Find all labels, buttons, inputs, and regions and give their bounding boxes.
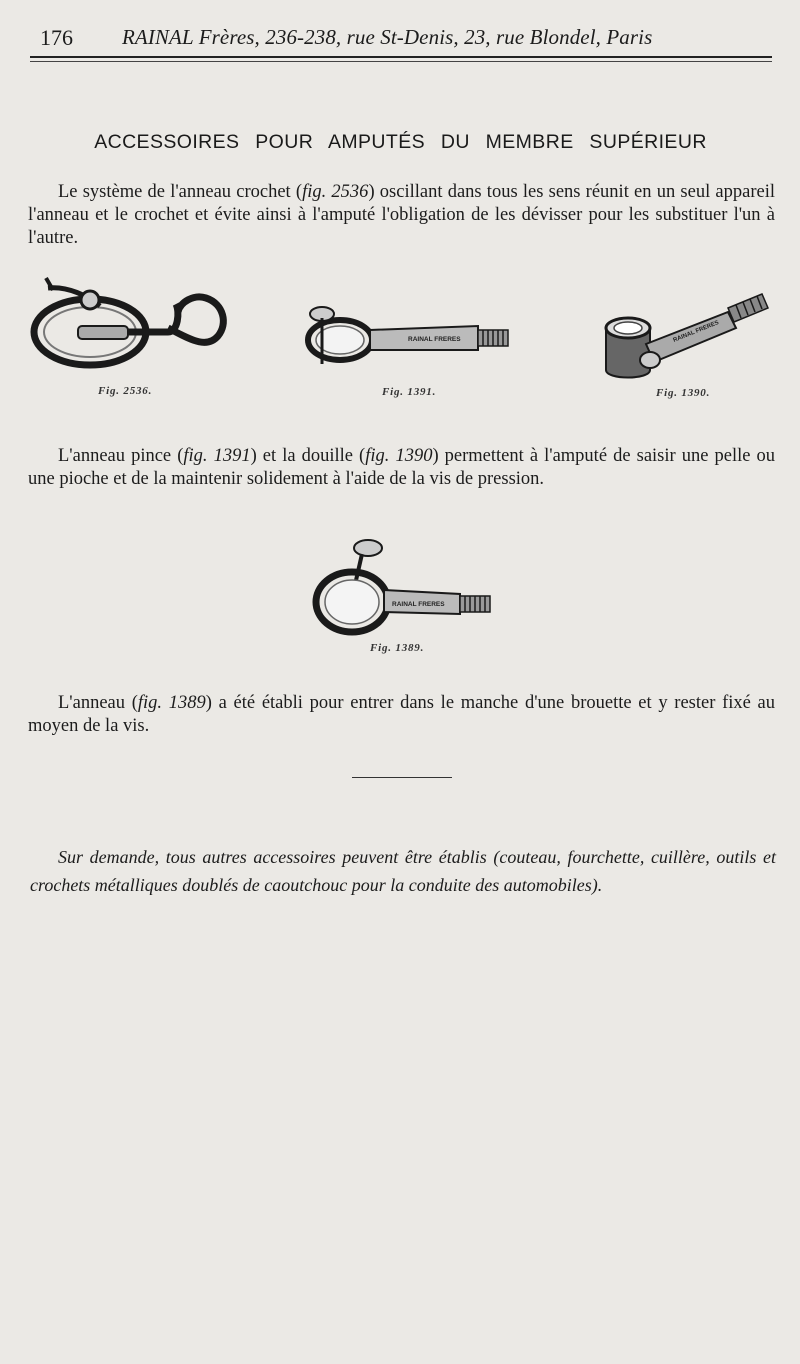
paragraph-text: ) et la douille ( bbox=[250, 446, 366, 466]
figure-1391 bbox=[300, 300, 515, 400]
paragraph-text: ) oscillant dans tous les sens réunit en un seul appareil l'anneau et le crochet et évite ainsi à l'amputé l'obligation de les dévisser pour les substituer l'un à l'autre. bbox=[28, 182, 775, 248]
figure-1389 bbox=[310, 532, 495, 657]
figure-caption: Fig. 1391. bbox=[382, 386, 437, 398]
section-title: ACCESSOIRES POUR AMPUTÉS DU MEMBRE SUPÉRIEUR bbox=[94, 131, 707, 153]
figure-caption: Fig. 1389. bbox=[370, 642, 425, 654]
figure-1390 bbox=[598, 288, 773, 400]
paragraph-text: Le système de l'anneau crochet ( bbox=[58, 182, 303, 202]
paragraph-text: L'anneau pince ( bbox=[58, 446, 184, 466]
figure-2536 bbox=[28, 268, 233, 398]
running-head: RAINAL Frères, 236-238, rue St-Denis, 23, rue Blondel, Paris bbox=[122, 25, 653, 49]
ring-hook-illustration bbox=[28, 268, 233, 380]
paragraph-text: ) permettent à l'amputé de saisir une pelle ou une pioche et de la maintenir solidement à l'aide de la vis de pression. bbox=[28, 446, 776, 489]
figure-reference: fig. 1390 bbox=[365, 446, 433, 466]
engraving-text: RAINAL FRERES bbox=[392, 601, 445, 608]
figure-reference: fig. 2536 bbox=[302, 182, 369, 202]
socket-illustration bbox=[598, 288, 773, 384]
figure-caption: Fig. 1390. bbox=[656, 387, 711, 399]
note-paragraph: Sur demande, tous autres accessoires peuvent être établis (couteau, fourchette, cuillère, outils et crochets métalliques doublés de caoutchouc pour la conduite des automobiles). bbox=[30, 847, 776, 895]
ring-screw-illustration bbox=[310, 532, 495, 640]
figure-reference: fig. 1389 bbox=[137, 693, 206, 713]
paragraph-anneau-pince bbox=[28, 445, 775, 491]
header-rule-thin bbox=[30, 61, 772, 62]
paragraph-text: L'anneau ( bbox=[58, 693, 138, 713]
separator-rule bbox=[352, 777, 452, 778]
clamp-ring-illustration bbox=[300, 300, 515, 380]
page-header bbox=[30, 24, 772, 56]
page-number: 176 bbox=[40, 25, 73, 50]
header-rule bbox=[30, 56, 772, 58]
engraving-text: RAINAL FRERES bbox=[408, 336, 461, 343]
paragraph-text: ) a été établi pour entrer dans le manche d'une brouette et y rester fixé au moyen de la vis. bbox=[28, 693, 776, 736]
paragraph-anneau-crochet bbox=[28, 181, 775, 250]
figure-reference: fig. 1391 bbox=[183, 446, 251, 466]
paragraph-anneau-brouette bbox=[28, 692, 775, 738]
engraving-text: RAINAL FRERES bbox=[672, 320, 720, 344]
figure-caption: Fig. 2536. bbox=[98, 385, 153, 397]
